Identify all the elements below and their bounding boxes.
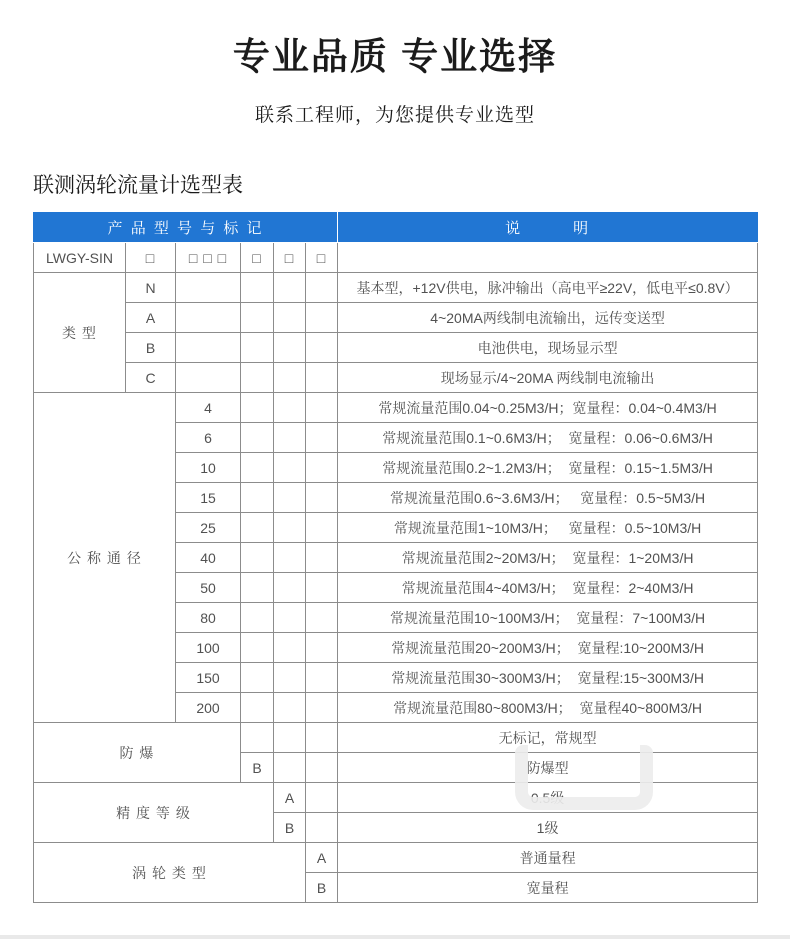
empty-cell	[306, 813, 338, 843]
empty-cell	[306, 543, 338, 573]
empty-cell	[306, 333, 338, 363]
type-row	[34, 303, 758, 333]
empty-cell	[274, 513, 306, 543]
empty-cell	[306, 423, 338, 453]
code-cell: B	[306, 873, 338, 903]
accuracy-row	[34, 783, 758, 813]
desc-cell: 常规流量范围0.04~0.25M3/H；宽量程：0.04~0.4M3/H	[338, 393, 758, 423]
empty-cell	[241, 693, 274, 723]
model-row	[34, 243, 758, 273]
desc-cell: 现场显示/4~20MA 两线制电流输出	[338, 363, 758, 393]
code-cell: 200	[176, 693, 241, 723]
empty-cell	[306, 693, 338, 723]
empty-cell	[306, 573, 338, 603]
empty-cell	[241, 423, 274, 453]
empty-cell	[274, 723, 306, 753]
desc-cell: 1级	[338, 813, 758, 843]
desc-cell: 常规流量范围10~100M3/H； 宽量程：7~100M3/H	[338, 603, 758, 633]
empty-cell	[274, 453, 306, 483]
exproof-section-label: 防 爆	[34, 723, 241, 783]
empty-cell	[241, 483, 274, 513]
empty-cell	[176, 303, 241, 333]
code-cell: A	[306, 843, 338, 873]
empty-cell	[274, 633, 306, 663]
empty-cell	[241, 663, 274, 693]
header-desc-label: 说 明	[338, 213, 758, 243]
checkbox-cell: □	[274, 243, 306, 273]
code-cell: 10	[176, 453, 241, 483]
page-subtitle: 联系工程师，为您提供专业选型	[254, 105, 535, 126]
empty-cell	[306, 453, 338, 483]
type-row	[34, 273, 758, 303]
empty-cell	[241, 543, 274, 573]
empty-cell	[176, 363, 241, 393]
desc-cell: 常规流量范围0.6~3.6M3/H； 宽量程：0.5~5M3/H	[338, 483, 758, 513]
exproof-row	[34, 723, 758, 753]
empty-cell	[176, 333, 241, 363]
empty-cell	[241, 303, 274, 333]
header-model-label: 产 品 型 号 与 标 记	[34, 213, 338, 243]
code-cell: B	[274, 813, 306, 843]
desc-cell: 普通量程	[338, 843, 758, 873]
checkbox-cell: □ □ □	[176, 243, 241, 273]
empty-cell	[306, 783, 338, 813]
empty-cell	[274, 573, 306, 603]
turbine-row	[34, 843, 758, 873]
desc-cell: 常规流量范围80~800M3/H； 宽量程40~800M3/H	[338, 693, 758, 723]
checkbox-cell: □	[306, 243, 338, 273]
model-name-cell: LWGY-SIN	[34, 243, 126, 273]
code-cell: 80	[176, 603, 241, 633]
code-cell: 100	[176, 633, 241, 663]
code-cell: B	[126, 333, 176, 363]
diameter-row	[34, 393, 758, 423]
empty-cell	[176, 273, 241, 303]
empty-cell	[306, 513, 338, 543]
code-cell: 50	[176, 573, 241, 603]
desc-cell: 基本型，+12V供电，脉冲输出（高电平≥22V，低电平≤0.8V）	[338, 273, 758, 303]
empty-cell	[306, 663, 338, 693]
empty-cell	[274, 543, 306, 573]
empty-cell	[306, 633, 338, 663]
accuracy-section-label: 精 度 等 级	[34, 783, 274, 843]
code-cell: B	[241, 753, 274, 783]
code-cell: 15	[176, 483, 241, 513]
empty-desc-cell	[338, 243, 758, 273]
table-header-row	[34, 213, 758, 243]
empty-cell	[241, 453, 274, 483]
code-cell: 6	[176, 423, 241, 453]
empty-cell	[241, 573, 274, 603]
empty-cell	[306, 303, 338, 333]
type-row	[34, 363, 758, 393]
checkbox-cell: □	[126, 243, 176, 273]
empty-cell	[274, 303, 306, 333]
code-cell: 40	[176, 543, 241, 573]
empty-cell	[241, 603, 274, 633]
desc-cell: 电池供电，现场显示型	[338, 333, 758, 363]
empty-cell	[306, 723, 338, 753]
empty-cell	[274, 393, 306, 423]
page-title: 专业品质 专业选择	[232, 36, 558, 77]
empty-cell	[274, 603, 306, 633]
empty-cell	[274, 363, 306, 393]
code-cell: A	[274, 783, 306, 813]
checkbox-cell: □	[241, 243, 274, 273]
empty-cell	[274, 753, 306, 783]
empty-cell	[274, 333, 306, 363]
desc-cell: 常规流量范围4~40M3/H； 宽量程：2~40M3/H	[338, 573, 758, 603]
empty-cell	[274, 273, 306, 303]
empty-cell	[241, 273, 274, 303]
empty-cell	[306, 273, 338, 303]
code-cell: 4	[176, 393, 241, 423]
desc-cell: 4~20MA两线制电流输出，远传变送型	[338, 303, 758, 333]
empty-cell	[274, 483, 306, 513]
desc-cell: 防爆型	[338, 753, 758, 783]
code-cell: 150	[176, 663, 241, 693]
empty-cell	[241, 393, 274, 423]
code-cell	[241, 723, 274, 753]
desc-cell: 宽量程	[338, 873, 758, 903]
empty-cell	[306, 753, 338, 783]
type-row	[34, 333, 758, 363]
code-cell: A	[126, 303, 176, 333]
type-section-label: 类 型	[34, 273, 126, 393]
empty-cell	[241, 513, 274, 543]
empty-cell	[274, 423, 306, 453]
empty-cell	[241, 363, 274, 393]
empty-cell	[306, 483, 338, 513]
code-cell: C	[126, 363, 176, 393]
empty-cell	[274, 663, 306, 693]
empty-cell	[241, 633, 274, 663]
desc-cell: 无标记，常规型	[338, 723, 758, 753]
desc-cell: 常规流量范围0.2~1.2M3/H； 宽量程：0.15~1.5M3/H	[338, 453, 758, 483]
desc-cell: 常规流量范围1~10M3/H； 宽量程：0.5~10M3/H	[338, 513, 758, 543]
code-cell: 25	[176, 513, 241, 543]
code-cell: N	[126, 273, 176, 303]
desc-cell: 0.5级	[338, 783, 758, 813]
desc-cell: 常规流量范围0.1~0.6M3/H； 宽量程：0.06~0.6M3/H	[338, 423, 758, 453]
selection-table	[33, 212, 758, 903]
section-title: 联测涡轮流量计选型表	[33, 174, 243, 197]
desc-cell: 常规流量范围30~300M3/H； 宽量程:15~300M3/H	[338, 663, 758, 693]
empty-cell	[306, 393, 338, 423]
desc-cell: 常规流量范围20~200M3/H； 宽量程:10~200M3/H	[338, 633, 758, 663]
page-bottom-divider	[0, 935, 790, 939]
diameter-section-label: 公 称 通 径	[34, 393, 176, 723]
empty-cell	[306, 363, 338, 393]
desc-cell: 常规流量范围2~20M3/H； 宽量程：1~20M3/H	[338, 543, 758, 573]
empty-cell	[241, 333, 274, 363]
turbine-section-label: 涡 轮 类 型	[34, 843, 306, 903]
empty-cell	[306, 603, 338, 633]
empty-cell	[274, 693, 306, 723]
